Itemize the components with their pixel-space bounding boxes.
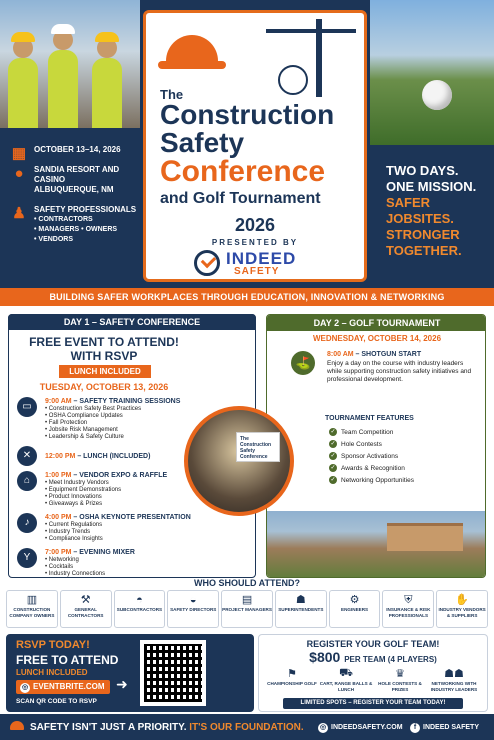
projection-screen: The Construction Safety Conference xyxy=(236,432,280,462)
vendor-icon: ⌂ xyxy=(17,471,37,491)
clipboard-icon: ▤ xyxy=(241,594,253,606)
who-title: WHO SHOULD ATTEND? xyxy=(194,578,300,588)
attendee-item: ✋ INDUSTRY VENDORS & SUPPLIERS xyxy=(436,590,488,628)
hard-hat-icon xyxy=(166,35,218,65)
safety-icon: ◒ xyxy=(189,594,197,606)
schedule-item: ♪ 4:00 PM – OSHA KEYNOTE PRESENTATION • Current Regulations • Industry Trends • Compliance Insights xyxy=(17,513,193,543)
arrow-right-icon: ➜ xyxy=(116,676,128,692)
who-should-attend xyxy=(0,578,494,632)
mission-statement: TWO DAYS. ONE MISSION. SAFER JOBSITES. STRONGER TOGETHER. xyxy=(386,163,477,258)
worker-figure xyxy=(92,58,122,128)
hardhat-icon: ◓ xyxy=(136,594,143,606)
resort-building xyxy=(387,523,463,551)
indeed-safety-logo: INDEED SAFETY xyxy=(194,248,314,278)
golf-ball-image xyxy=(422,80,452,110)
qr-pattern xyxy=(144,644,202,702)
shotgun-start: 8:00 AM – SHOTGUN START Enjoy a day on the course with industry leaders while supporting construction safety initiatives and professional development. xyxy=(327,351,472,383)
benefit-item: ⚑ CHAMPIONSHIP GOLF xyxy=(265,667,319,693)
attendee-item: ◓ SUBCONTRACTORS xyxy=(114,590,166,628)
golf-ball-icon xyxy=(278,65,308,95)
building-icon: ▥ xyxy=(26,594,38,606)
globe-icon: ◎ xyxy=(21,684,29,691)
attendee-item: ⚒ GENERAL CONTRACTORS xyxy=(60,590,112,628)
title-card xyxy=(143,10,367,282)
attendee-item: ▥ CONSTRUCTION COMPANY OWNERS xyxy=(6,590,58,628)
rsvp-panel xyxy=(6,634,254,712)
list-item: ✓ Awards & Recognition xyxy=(329,465,414,472)
attendee-item: ⚙ ENGINEERS xyxy=(329,590,381,628)
day2-panel xyxy=(266,314,486,578)
resort-photo xyxy=(267,511,486,578)
globe-icon: ◎ xyxy=(319,724,327,731)
event-info xyxy=(10,145,138,255)
construction-workers-photo xyxy=(0,0,140,128)
attendee-item: ◒ SAFETY DIRECTORS xyxy=(167,590,219,628)
hero-section xyxy=(0,0,494,288)
handshake-icon: ✋ xyxy=(455,594,469,606)
day1-date: TUESDAY, OCTOBER 13, 2026 xyxy=(39,382,169,392)
gear-icon: ⚙ xyxy=(349,594,360,606)
day1-schedule xyxy=(17,397,193,583)
attendee-item: ▤ PROJECT MANAGERS xyxy=(221,590,273,628)
schedule-section xyxy=(0,306,494,578)
title-safety: Safety xyxy=(160,127,245,158)
golfer-icon: ⛳ xyxy=(291,351,315,375)
title-the: The xyxy=(160,87,184,102)
trophy-icon: ♛ xyxy=(395,668,405,680)
title-construction: Construction xyxy=(160,99,335,130)
rsvp-title: RSVP TODAY! xyxy=(16,639,90,651)
day2-header: DAY 2 – GOLF TOURNAMENT xyxy=(267,315,486,331)
benefit-item: ♛ HOLE CONTESTS & PRIZES xyxy=(373,667,427,693)
free-event-heading: FREE EVENT TO ATTEND! WITH RSVP xyxy=(29,335,179,363)
cocktail-icon: Y xyxy=(17,548,37,568)
conference-photo xyxy=(184,406,294,516)
location-pin-icon: ● xyxy=(14,165,24,182)
golf-course-photo xyxy=(370,0,494,145)
golf-registration-panel xyxy=(258,634,488,712)
schedule-item: Y 7:00 PM – EVENING MIXER • Networking • Cocktails • Industry Connections xyxy=(17,548,193,578)
attendee-list xyxy=(6,590,488,628)
golf-reg-title: REGISTER YOUR GOLF TEAM! xyxy=(306,639,440,649)
features-title: TOURNAMENT FEATURES xyxy=(325,415,414,422)
lunch-badge: LUNCH INCLUDED xyxy=(59,365,151,378)
features-list xyxy=(329,429,414,489)
title-year: 2026 xyxy=(234,215,276,235)
worker-figure xyxy=(48,50,78,128)
limited-spots-banner: LIMITED SPOTS – REGISTER YOUR TEAM TODAY! xyxy=(283,698,463,709)
registration-section xyxy=(0,632,494,714)
list-item: ✓ Hole Contests xyxy=(329,441,414,448)
day1-header: DAY 1 – SAFETY CONFERENCE xyxy=(8,314,256,330)
utensils-icon: ✕ xyxy=(17,446,37,466)
facebook-link[interactable]: f INDEED SAFETY xyxy=(410,723,479,733)
list-item: ✓ Networking Opportunities xyxy=(329,477,414,484)
shield-check-icon xyxy=(194,250,220,276)
attendee-item: ⛨ INSURANCE & RISK PROFESSIONALS xyxy=(382,590,434,628)
people-icon: ☗☗ xyxy=(444,668,464,680)
team-price: $800 PER TEAM (4 PLAYERS) xyxy=(309,649,437,665)
list-item: ✓ Sponsor Activations xyxy=(329,453,414,460)
benefit-item: ☗☗ NETWORKING WITH INDUSTRY LEADERS xyxy=(427,667,481,693)
attendee-item: ☗ SUPERINTENDENTS xyxy=(275,590,327,628)
event-date: ▦ OCTOBER 13–14, 2026 xyxy=(11,145,121,162)
microphone-icon: ♪ xyxy=(17,513,37,533)
title-golf: and Golf Tournament xyxy=(160,190,321,207)
tagline-banner: BUILDING SAFER WORKPLACES THROUGH EDUCATION, INNOVATION & NETWORKING xyxy=(0,288,494,306)
shield-icon: ⛨ xyxy=(404,594,413,606)
event-audience: ♟ SAFETY PROFESSIONALS • CONTRACTORS • MANAGERS • OWNERS • VENDORS xyxy=(10,205,138,245)
golf-benefits xyxy=(265,667,481,693)
worker-figure xyxy=(8,58,38,128)
presented-by: PRESENTED BY xyxy=(211,238,299,247)
rsvp-free: FREE TO ATTEND xyxy=(16,653,119,667)
day2-date: WEDNESDAY, OCTOBER 14, 2026 xyxy=(312,334,442,343)
list-item: ✓ Team Competition xyxy=(329,429,414,436)
team-icon: ☗ xyxy=(295,594,306,606)
schedule-item: ✕ 12:00 PM – LUNCH (INCLUDED) xyxy=(17,446,193,466)
schedule-item: ⌂ 1:00 PM – VENDOR EXPO & RAFFLE • Meet Industry Vendors • Equipment Demonstrations • Product Innovations • Giveaways & Prizes xyxy=(17,471,193,508)
eventbrite-link[interactable]: ◎ EVENTBRITE.COM xyxy=(16,680,110,694)
footer-slogan: SAFETY ISN'T JUST A PRIORITY. IT'S OUR FOUNDATION. xyxy=(30,722,304,733)
calendar-icon: ▦ xyxy=(11,145,27,162)
flag-icon: ⚑ xyxy=(287,668,297,680)
presentation-icon: ▭ xyxy=(17,397,37,417)
schedule-item: ▭ 9:00 AM – SAFETY TRAINING SESSIONS • Construction Safety Best Practices • OSHA Compliance Updates • Fall Protection • Jobsite Risk Management • Leadership & Safety Culture xyxy=(17,397,193,441)
title-conference: Conference xyxy=(160,155,326,188)
benefit-item: ⛟ CART, RANGE BALLS & LUNCH xyxy=(319,667,373,692)
event-venue: ● SANDIA RESORT AND CASINO ALBUQUERQUE, NM xyxy=(10,165,138,195)
website-link[interactable]: ◎ INDEEDSAFETY.COM xyxy=(319,724,403,731)
hard-hat-icon xyxy=(10,721,24,730)
rsvp-lunch: LUNCH INCLUDED xyxy=(16,668,88,677)
tools-icon: ⚒ xyxy=(80,594,91,606)
facebook-icon: f xyxy=(410,723,420,733)
scan-instructions: SCAN QR CODE TO RSVP xyxy=(16,698,97,705)
cart-icon: ⛟ xyxy=(339,667,353,679)
footer xyxy=(0,714,494,740)
people-icon: ♟ xyxy=(12,205,26,222)
qr-code[interactable] xyxy=(140,640,206,706)
